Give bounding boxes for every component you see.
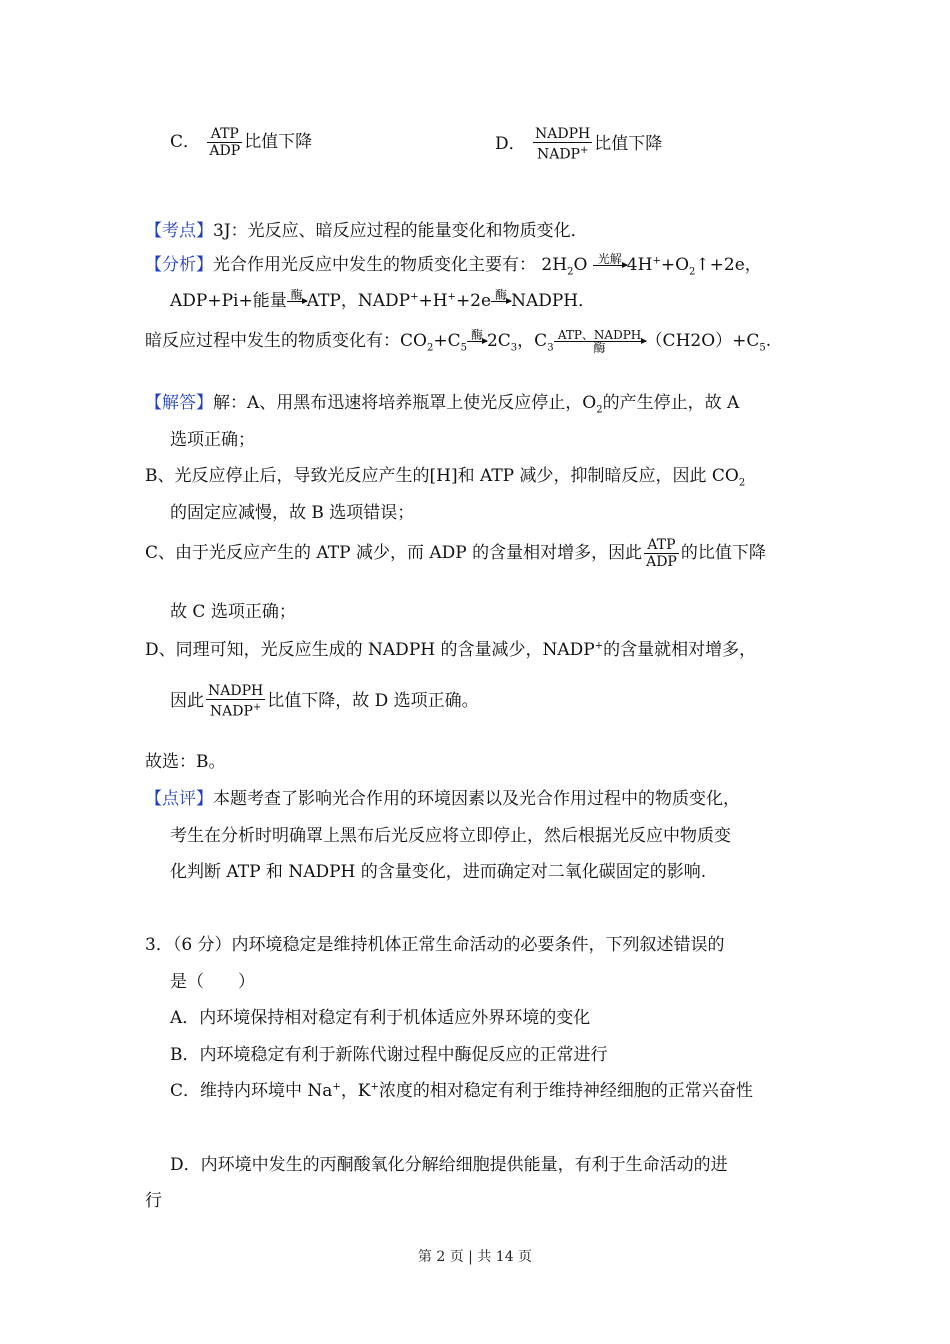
eq-sup: + xyxy=(332,1081,341,1093)
reaction-arrow xyxy=(467,329,487,354)
fenxi-line1 xyxy=(145,250,762,278)
option-d-prev xyxy=(495,126,662,163)
eq-sub: 2 xyxy=(596,404,603,416)
arrow-label: 酶 xyxy=(290,288,303,302)
dianping-line1 xyxy=(145,784,740,809)
jieda-tag: 【解答】 xyxy=(145,393,213,413)
page-footer: 第 2 页 | 共 14 页 xyxy=(417,1249,533,1265)
eq-sup: + xyxy=(652,255,661,267)
eq-part: 2C xyxy=(486,331,511,351)
jieda-d-line1 xyxy=(145,635,756,660)
eq-sup: + xyxy=(594,640,604,652)
eq-sub: 3 xyxy=(510,342,518,354)
question3-option-d-line1: D．内环境中发生的丙酮酸氧化分解给细胞提供能量，有利于生命活动的进 xyxy=(170,1155,728,1175)
den-text: NADP xyxy=(209,703,253,720)
eq-part: ATP，NADP xyxy=(306,291,411,311)
eq-part: +H xyxy=(418,291,448,311)
kaodian-tag: 【考点】 xyxy=(145,221,213,241)
jieda-text: 因此 xyxy=(170,690,204,711)
arrow-label: 光解 xyxy=(597,252,622,266)
eq-sup: + xyxy=(370,1081,379,1093)
reaction-arrow xyxy=(491,289,511,314)
option-c-prev xyxy=(170,126,312,159)
option-text: 浓度的相对稳定有利于维持神经细胞的正常兴奋性 xyxy=(378,1081,753,1101)
eq-sup: + xyxy=(447,291,456,303)
kaodian-text: 3J：光反应、暗反应过程的能量变化和物质变化． xyxy=(213,221,588,241)
jieda-c-line1 xyxy=(145,537,766,570)
reaction-arrow xyxy=(593,253,627,278)
fraction-denominator: ADP xyxy=(646,554,677,570)
arrow-label: 酶 xyxy=(470,328,483,342)
jieda-text: B、光反应停止后，导致光反应产生的[H]和 ATP 减少，抑制暗反应，因此 CO xyxy=(145,466,739,486)
jieda-a-line1 xyxy=(145,388,739,415)
fraction-atp-adp xyxy=(644,537,679,570)
option-label: C． xyxy=(170,132,201,152)
jieda-text: 解：A、用黑布迅速将培养瓶罩上使光反应停止，O xyxy=(213,393,597,413)
eq-part: . xyxy=(765,331,772,351)
jieda-text: 的比值下降 xyxy=(680,543,766,563)
fraction-denominator: ADP xyxy=(209,143,241,159)
eq-part: +O xyxy=(660,255,690,275)
eq-sub: 5 xyxy=(460,342,467,354)
dianping-text: 本题考查了影响光合作用的环境因素以及光合作用过程中的物质变化， xyxy=(213,789,740,809)
reaction-arrow xyxy=(287,289,307,314)
option-text: 比值下降 xyxy=(244,132,313,152)
fraction-nadph-nadp xyxy=(533,126,592,163)
eq-part: ADP+Pi+能量 xyxy=(170,291,287,311)
jieda-c-line2: 故 C 选项正确； xyxy=(170,602,296,622)
fraction-numerator: ATP xyxy=(207,126,242,143)
jieda-text: 的含量就相对增多， xyxy=(603,640,757,660)
eq-part: +C xyxy=(433,331,461,351)
jieda-b-line2: 的固定应减慢，故 B 选项错误； xyxy=(170,503,415,523)
eq-sup: + xyxy=(410,291,419,303)
eq-part: 4H xyxy=(626,255,653,275)
eq-part: ，C xyxy=(517,331,548,351)
kaodian-section xyxy=(145,216,588,241)
den-sup: + xyxy=(579,145,589,156)
fenxi-tag: 【分析】 xyxy=(145,255,213,275)
question3-option-d-line2: 行 xyxy=(145,1191,162,1211)
jieda-text: 比值下降，故 D 选项正确。 xyxy=(267,690,479,711)
fraction-atp-adp xyxy=(207,126,242,159)
eq-part: 暗反应过程中发生的物质变化有：CO xyxy=(145,331,427,351)
eq-part: （CH2O）+C xyxy=(645,331,760,351)
eq-part: 2H xyxy=(541,255,568,275)
arrow-label: 酶 xyxy=(495,288,508,302)
dianping-tag: 【点评】 xyxy=(145,789,213,809)
question3-option-a: A．内环境保持相对稳定有利于机体适应外界环境的变化 xyxy=(170,1008,591,1028)
question3-stem-line1: 3．（6 分）内环境稳定是维持机体正常生命活动的必要条件，下列叙述错误的 xyxy=(145,935,725,955)
fraction-nadph-nadp xyxy=(206,683,265,720)
fenxi-line3 xyxy=(145,326,771,354)
eq-sub: 2 xyxy=(738,477,746,489)
fraction-numerator: NADPH xyxy=(535,126,591,142)
eq-sub: 5 xyxy=(759,342,766,354)
option-text: C．维持内环境中 Na xyxy=(170,1081,333,1101)
question3-stem-line2: 是（ ） xyxy=(170,972,255,992)
eq-part: ↑+2e， xyxy=(695,255,762,275)
fenxi-text: 光合作用光反应中发生的物质变化主要有： xyxy=(213,255,536,275)
eq-sub: 2 xyxy=(426,342,434,354)
eq-part: O xyxy=(573,255,588,275)
eq-sub: 2 xyxy=(567,266,574,278)
jieda-d-line2 xyxy=(170,683,479,720)
question3-option-b: B．内环境稳定有利于新陈代谢过程中酶促反应的正常进行 xyxy=(170,1045,608,1065)
jieda-text: 的产生停止，故 A xyxy=(602,393,740,413)
arrow-label: ATP、NADPH xyxy=(557,328,642,342)
fraction-denominator xyxy=(206,700,265,720)
den-sup: + xyxy=(252,702,262,713)
jieda-text: D、同理可知，光反应生成的 NADPH 的含量减少，NADP xyxy=(145,640,595,660)
jieda-a-line2: 选项正确； xyxy=(170,430,255,450)
option-text: ，K xyxy=(340,1081,371,1101)
arrow-label: 酶 xyxy=(593,341,606,355)
reaction-arrow xyxy=(554,329,646,354)
dianping-line2: 考生在分析时明确罩上黑布后光反应将立即停止，然后根据光反应中物质变 xyxy=(170,826,731,846)
fraction-numerator: ATP xyxy=(644,537,679,554)
jieda-answer: 故选：B。 xyxy=(145,752,226,772)
option-label: D． xyxy=(495,133,526,154)
den-text: NADP xyxy=(536,146,580,163)
eq-sub: 2 xyxy=(689,266,696,278)
jieda-text: C、由于光反应产生的 ATP 减少，而 ADP 的含量相对增多，因此 xyxy=(145,543,643,563)
fraction-denominator xyxy=(533,143,592,163)
fenxi-line2 xyxy=(170,286,595,314)
eq-part: +2e xyxy=(455,291,492,311)
question3-option-c xyxy=(170,1076,753,1101)
jieda-b-line1 xyxy=(145,461,745,488)
dianping-line3: 化判断 ATP 和 NADPH 的含量变化，进而确定对二氧化碳固定的影响. xyxy=(170,862,707,882)
eq-sub: 3 xyxy=(547,342,554,354)
fraction-numerator: NADPH xyxy=(208,683,264,699)
option-text: 比值下降 xyxy=(594,133,663,154)
eq-part: NADPH． xyxy=(511,291,596,311)
